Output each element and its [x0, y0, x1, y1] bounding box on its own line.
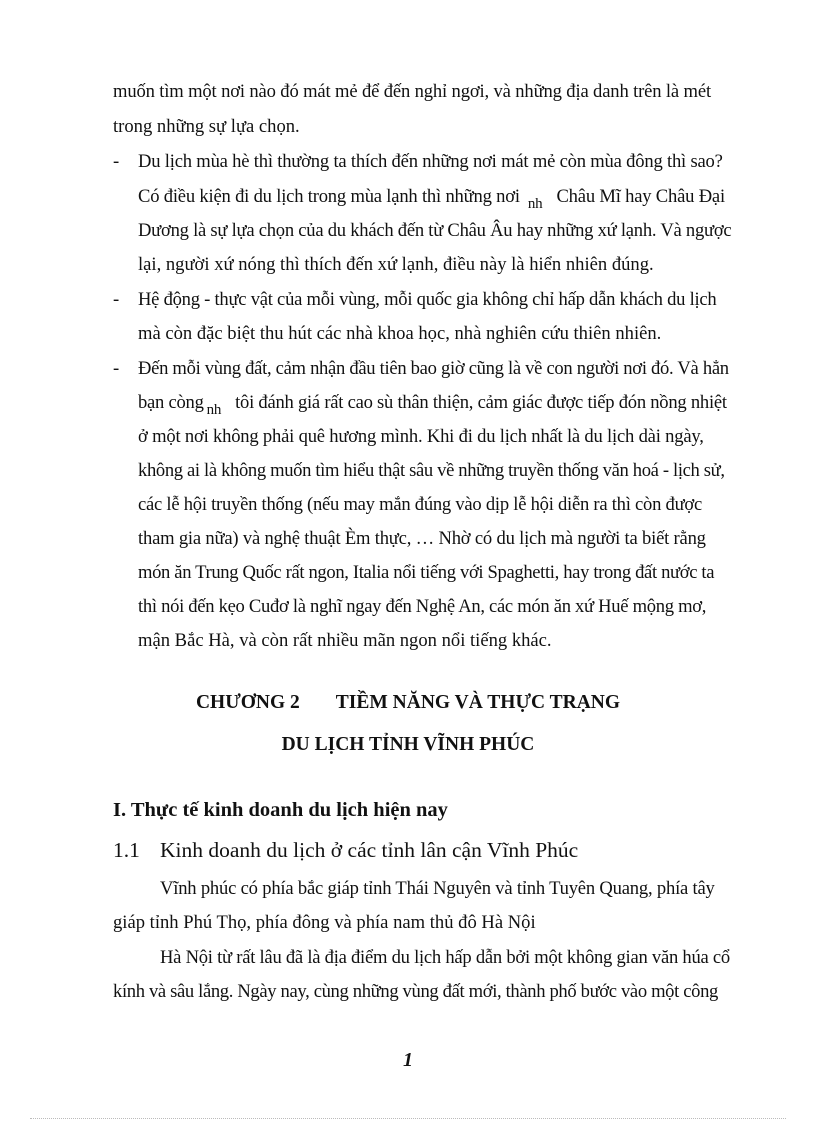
text-line: Dương là sự lựa chọn của du khách đến từ Châu Âu hay những xứ lạnh. Và ngược	[138, 220, 732, 241]
section-heading: I. Thực tế kinh doanh du lịch hiện nay	[113, 799, 448, 821]
text-line: kính và sâu lắng. Ngày nay, cùng những vùng đất mới, thành phố bước vào một công	[113, 981, 718, 1002]
bullet-dash: -	[113, 358, 120, 379]
text-line: món ăn Trung Quốc rất ngon, Italia nổi tiếng với Spaghetti, hay trong đất nước ta	[138, 562, 715, 583]
text-line: Hệ động - thực vật của mỗi vùng, mỗi quốc gia không chỉ hấp dẫn khách du lịch	[138, 289, 717, 310]
text-line: lại, người xứ nóng thì thích đến xứ lạnh, điều này là hiển nhiên đúng.	[138, 254, 654, 275]
text-line: mà còn đặc biệt thu hút các nhà khoa học, nhà nghiên cứu thiên nhiên.	[138, 323, 662, 344]
text-line: Vĩnh phúc có phía bắc giáp tỉnh Thái Nguyên và tỉnh Tuyên Quang, phía tây	[160, 878, 715, 899]
text-line: thì nói đến kẹo Cuđơ là nghĩ ngay đến Nghệ An, các món ăn xứ Huế mộng mơ,	[138, 596, 707, 617]
text-line: Có điều kiện đi du lịch trong mùa lạnh thì những nơi $_{nh}$ Châu Mĩ hay Châu Đại	[138, 186, 725, 212]
text-line: tham gia nữa) và nghệ thuật Èm thực, … Nhờ có du lịch mà người ta biết rằng	[138, 528, 706, 549]
text-line: muốn tìm một nơi nào đó mát mẻ để đến nghỉ ngơi, và những địa danh trên là mét	[113, 81, 711, 102]
text-line: mận Bắc Hà, và còn rất nhiều mãn ngon nổi tiếng khác.	[138, 630, 552, 651]
bullet-dash: -	[113, 151, 120, 172]
bullet-dash: -	[113, 289, 120, 310]
text-line: Hà Nội từ rất lâu đã là địa điểm du lịch hấp dẫn bởi một không gian văn húa cổ	[160, 947, 730, 968]
text-line: bạn còng $_{nh}$ tôi đánh giá rất cao sù thân thiện, cảm giác được tiếp đón nồng nhiệt	[138, 392, 727, 418]
footer-rule	[30, 1118, 786, 1119]
text-line: Du lịch mùa hè thì thường ta thích đến những nơi mát mẻ còn mùa đông thì sao?	[138, 151, 723, 172]
page-number: 1	[403, 1049, 413, 1071]
text-line: giáp tỉnh Phú Thọ, phía đông và phía nam thủ đô Hà Nội	[113, 912, 536, 933]
text-line: trong những sự lựa chọn.	[113, 116, 300, 137]
text-line: các lễ hội truyền thống (nếu may mắn đúng vào dịp lễ hội diễn ra thì còn được	[138, 494, 702, 515]
subsection-heading: 1.1 Kinh doanh du lịch ở các tỉnh lân cận Vĩnh Phúc	[113, 838, 579, 862]
text-line: ở một nơi không phải quê hương mình. Khi đi du lịch nhất là du lịch dài ngày,	[138, 426, 704, 447]
chapter-heading: CHƯƠNG 2 TIỀM NĂNG VÀ THỰC TRẠNG	[195, 692, 621, 713]
text-line: Đến mỗi vùng đất, cảm nhận đầu tiên bao giờ cũng là về con người nơi đó. Và hẳn	[138, 358, 729, 379]
chapter-heading-line2: DU LỊCH TỈNH VĨNH PHÚC	[281, 734, 535, 755]
text-line: không ai là không muốn tìm hiểu thật sâu về những truyền thống văn hoá - lịch sử,	[138, 460, 725, 481]
